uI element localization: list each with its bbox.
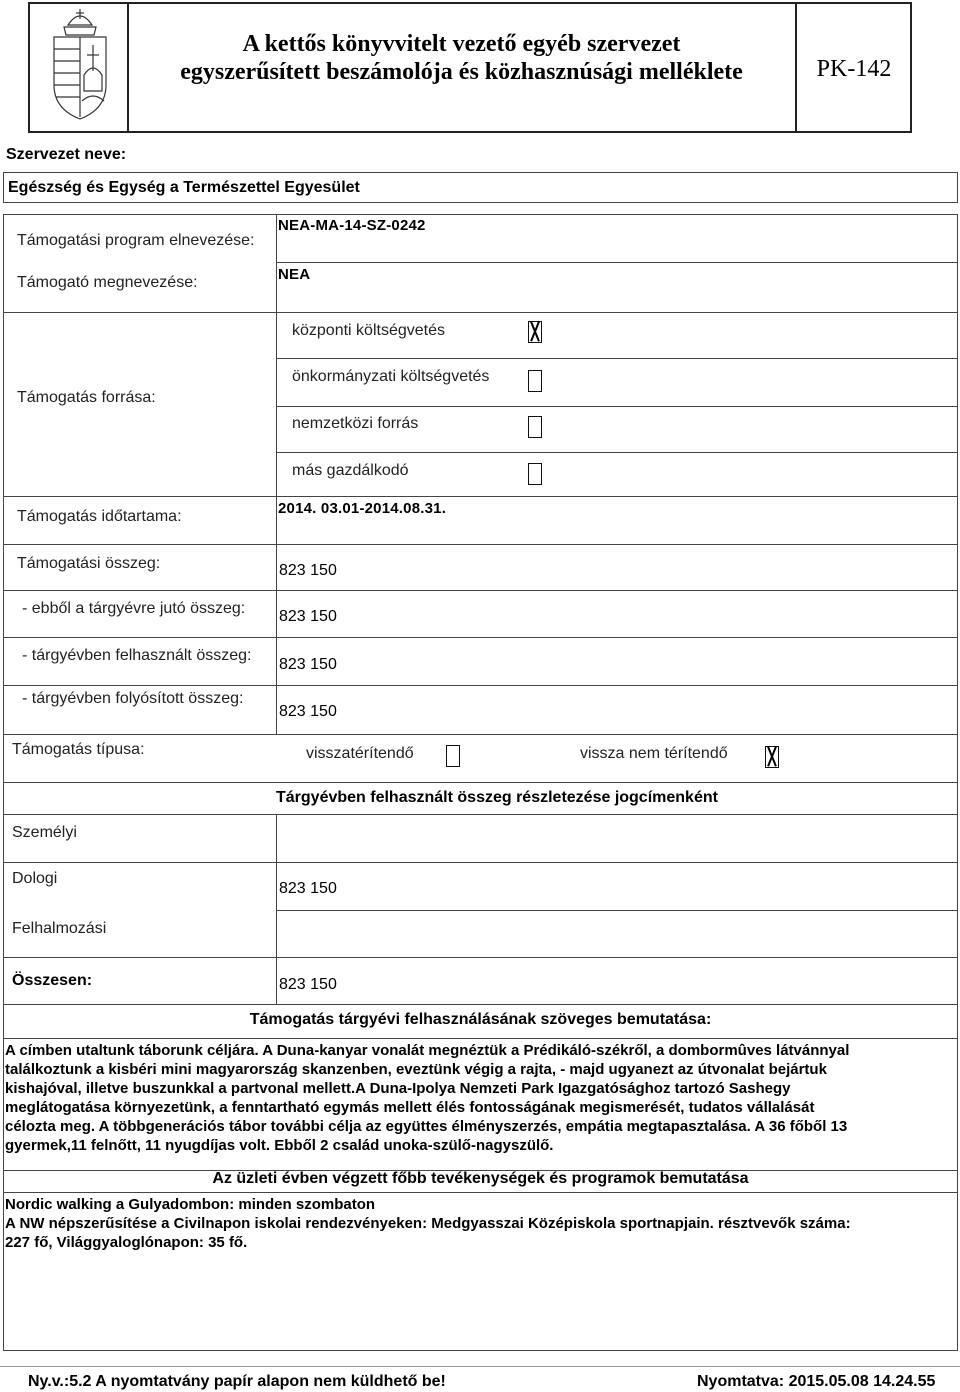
usage-text-line: meglátogatása környezetünk, a fenntartható egymás mellett élés fontosságának megismerését, tudatos vállalását (5, 1099, 815, 1116)
period-value: 2014. 03.01-2014.08.31. (278, 500, 447, 517)
usage-text-line: célozta meg. A többgenerációs tábor további célja az együttes élményszerzés, empátia megtapasztalása. A 36 főből 13 (5, 1118, 848, 1135)
source-label-international: nemzetközi forrás (292, 415, 419, 432)
usage-text-line: kishajóval, illetve buszunkkal a partvonal mellett.A Duna-Ipolya Nemzeti Park Igazgatósághoz tartozó Sashegy (5, 1080, 791, 1097)
material-label: Dologi (12, 870, 58, 887)
usage-text (5, 1041, 849, 1155)
type-refundable-label: visszatérítendő (306, 745, 414, 762)
activities-text-line: Nordic walking a Gulyadombon: minden szombaton (5, 1196, 376, 1213)
source-label-central: központi költségvetés (292, 322, 445, 339)
source-label-municipal: önkormányzati költségvetés (292, 368, 490, 385)
supporter-value: NEA (278, 266, 311, 283)
org-name-label: Szervezet neve: (6, 146, 127, 163)
activities-text-line: 227 fő, Világgyaloglónapon: 35 fő. (5, 1234, 248, 1251)
year-share-label: - ebből a tárgyévre jutó összeg: (22, 600, 246, 617)
type-nonrefundable-label: vissza nem térítendő (580, 745, 728, 762)
coat-of-arms-icon (44, 5, 116, 123)
type-nonrefundable-checkbox[interactable] (765, 746, 779, 768)
footer-version: Ny.v.:5.2 A nyomtatvány papír alapon nem küldhető be! (28, 1373, 446, 1390)
year-share-value: 823 150 (279, 608, 337, 625)
footer-print-date: Nyomtatva: 2015.05.08 14.24.55 (697, 1373, 936, 1390)
source-checkbox-international[interactable] (528, 416, 542, 438)
org-name-value: Egészség és Egység a Természettel Egyesület (8, 179, 360, 196)
amount-value: 823 150 (279, 562, 337, 579)
source-checkbox-central[interactable] (528, 321, 542, 343)
material-value: 823 150 (279, 880, 337, 897)
used-value: 823 150 (279, 656, 337, 673)
paid-label: - tárgyévben folyósított összeg: (22, 690, 244, 707)
breakdown-heading: Tárgyévben felhasznált összeg részletezése jogcímenként (276, 789, 718, 806)
program-value: NEA-MA-14-SZ-0242 (278, 217, 426, 234)
form-title-line2: egyszerűsített beszámolója és közhasznúsági melléklete (180, 59, 743, 85)
form-code: PK-142 (816, 56, 892, 82)
total-label: Összesen: (12, 972, 93, 989)
usage-text-line: gyermek,11 felnőtt, 11 nyugdíjas volt. Ebből 2 család unoka-szülő-nagyszülő. (5, 1137, 554, 1154)
type-refundable-checkbox[interactable] (446, 745, 460, 767)
activities-heading: Az üzleti évben végzett főbb tevékenységek és programok bemutatása (212, 1170, 749, 1187)
capital-label: Felhalmozási (12, 920, 107, 937)
activities-text-line: A NW népszerűsítése a Civilnapon iskolai rendezvényeken: Medgyasszai Középiskola sportnapjain. résztvevők száma: (5, 1215, 851, 1232)
program-label: Támogatási program elnevezése: (17, 232, 255, 249)
paid-value: 823 150 (279, 703, 337, 720)
usage-text-line: A címben utaltunk táborunk céljára. A Duna-kanyar vonalát megnéztük a Prédikáló-székről, a dombormûves látvánnyal (5, 1042, 850, 1059)
usage-heading: Támogatás tárgyévi felhasználásának szöveges bemutatása: (249, 1011, 712, 1028)
usage-text-line: találkoztunk a kisbéri mini magyarország skanzenben, eveztünk végig a rajta, - majd ugyanezt az útvonalat bejártuk (5, 1061, 827, 1078)
source-checkbox-other-business[interactable] (528, 463, 542, 485)
personal-label: Személyi (12, 824, 77, 841)
form-title (128, 30, 795, 86)
period-label: Támogatás időtartama: (17, 508, 182, 525)
source-checkbox-municipal[interactable] (528, 370, 542, 392)
source-label: Támogatás forrása: (17, 389, 156, 406)
type-label: Támogatás típusa: (12, 741, 145, 758)
total-value: 823 150 (279, 976, 337, 993)
used-label: - tárgyévben felhasznált összeg: (22, 647, 252, 664)
form-title-line1: A kettős könyvvitelt vezető egyéb szervezet (242, 31, 681, 57)
source-label-other-business: más gazdálkodó (292, 462, 409, 479)
amount-label: Támogatási összeg: (17, 555, 161, 572)
supporter-label: Támogató megnevezése: (17, 274, 198, 291)
activities-text (5, 1195, 851, 1252)
